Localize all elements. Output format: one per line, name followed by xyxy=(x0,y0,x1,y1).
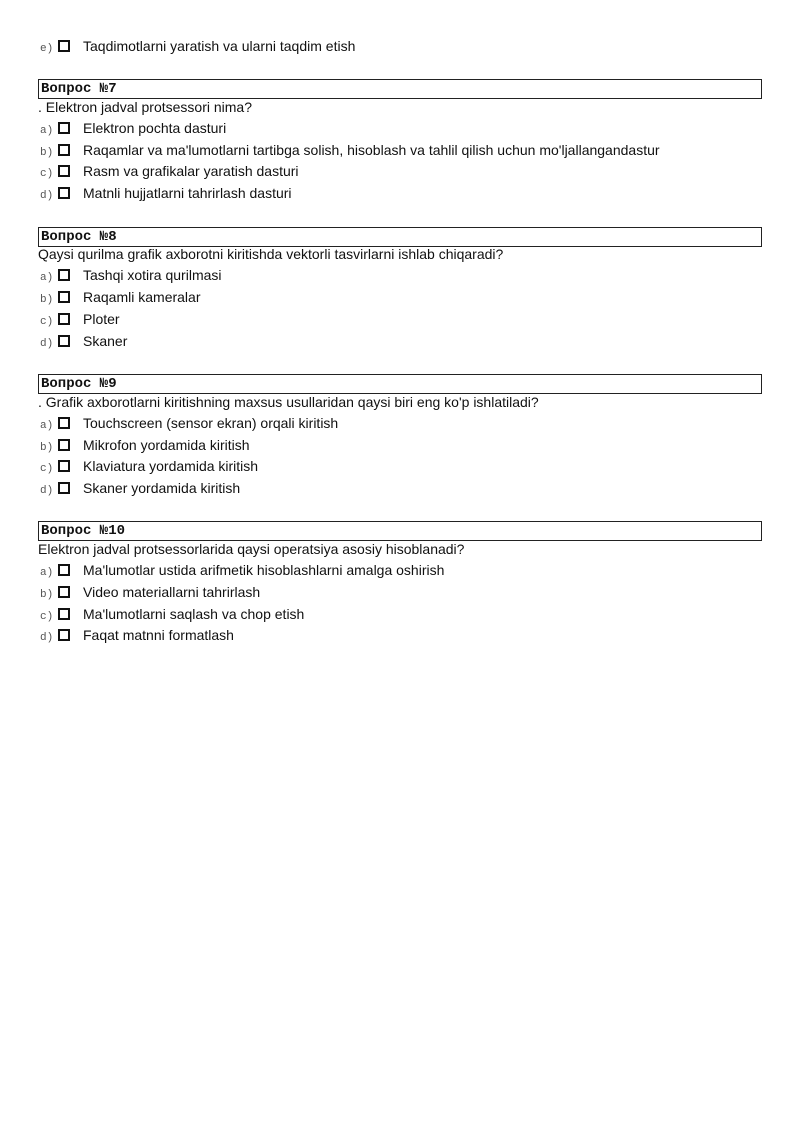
question-text: . Elektron jadval protsessori nima? xyxy=(38,99,252,115)
answer-text: Rasm va grafikalar yaratish dasturi xyxy=(83,163,299,179)
answer-text: Raqamli kameralar xyxy=(83,289,201,305)
checkbox[interactable] xyxy=(58,439,70,451)
checkbox[interactable] xyxy=(58,608,70,620)
checkbox[interactable] xyxy=(58,629,70,641)
answer-option-b[interactable] xyxy=(40,435,250,455)
checkbox[interactable] xyxy=(58,144,70,156)
answer-letter: d) xyxy=(40,337,54,350)
answer-letter: d) xyxy=(40,631,54,644)
answer-letter: c) xyxy=(40,315,54,328)
answer-letter: a) xyxy=(40,271,54,284)
answer-option-d[interactable] xyxy=(40,478,240,498)
answer-letter: e) xyxy=(40,42,54,55)
checkbox[interactable] xyxy=(58,564,70,576)
checkbox[interactable] xyxy=(58,165,70,177)
answer-text: Taqdimotlarni yaratish va ularni taqdim etish xyxy=(83,38,356,54)
question-text: . Grafik axborotlarni kiritishning maxsus usullaridan qaysi biri eng ko'p ishlatiladi? xyxy=(38,394,539,410)
answer-text: Raqamlar va ma'lumotlarni tartibga solish, hisoblash va tahlil qilish uchun mo'ljallangandastur xyxy=(83,142,660,158)
answer-option-d[interactable] xyxy=(40,183,292,203)
question-text: Elektron jadval protsessorlarida qaysi operatsiya asosiy hisoblanadi? xyxy=(38,541,465,557)
answer-option-a[interactable] xyxy=(40,118,226,138)
answer-option-b[interactable] xyxy=(40,140,660,160)
answer-option-e[interactable] xyxy=(40,36,355,56)
answer-text: Matnli hujjatlarni tahrirlash dasturi xyxy=(83,185,292,201)
answer-option-c[interactable] xyxy=(40,604,304,624)
answer-option-b[interactable] xyxy=(40,287,200,307)
answer-letter: b) xyxy=(40,588,54,601)
answer-option-a[interactable] xyxy=(40,265,222,285)
question-number: Вопрос №8 xyxy=(41,229,117,245)
answer-option-c[interactable] xyxy=(40,456,258,476)
checkbox[interactable] xyxy=(58,291,70,303)
checkbox[interactable] xyxy=(58,40,70,52)
answer-option-c[interactable] xyxy=(40,161,299,181)
answer-option-c[interactable] xyxy=(40,309,120,329)
answer-letter: a) xyxy=(40,124,54,137)
question-header xyxy=(38,374,762,394)
answer-text: Elektron pochta dasturi xyxy=(83,120,227,136)
answer-letter: c) xyxy=(40,167,54,180)
answer-option-a[interactable] xyxy=(40,560,444,580)
checkbox[interactable] xyxy=(58,187,70,199)
checkbox[interactable] xyxy=(58,460,70,472)
answer-text: Touchscreen (sensor ekran) orqali kiritish xyxy=(83,415,339,431)
checkbox[interactable] xyxy=(58,122,70,134)
question-number: Вопрос №10 xyxy=(41,523,126,539)
answer-option-a[interactable] xyxy=(40,413,338,433)
answer-text: Faqat matnni formatlash xyxy=(83,627,234,643)
answer-text: Video materiallarni tahrirlash xyxy=(83,584,261,600)
question-number: Вопрос №9 xyxy=(41,376,117,392)
answer-letter: a) xyxy=(40,566,54,579)
answer-text: Tashqi xotira qurilmasi xyxy=(83,267,222,283)
answer-text: Mikrofon yordamida kiritish xyxy=(83,437,250,453)
checkbox[interactable] xyxy=(58,586,70,598)
answer-letter: b) xyxy=(40,441,54,454)
question-text: Qaysi qurilma grafik axborotni kiritishda vektorli tasvirlarni ishlab chiqaradi? xyxy=(38,246,504,262)
answer-letter: a) xyxy=(40,419,54,432)
question-header xyxy=(38,227,762,247)
question-header xyxy=(38,79,762,99)
checkbox[interactable] xyxy=(58,335,70,347)
checkbox[interactable] xyxy=(58,417,70,429)
checkbox[interactable] xyxy=(58,482,70,494)
answer-letter: c) xyxy=(40,610,54,623)
answer-letter: d) xyxy=(40,189,54,202)
answer-text: Ma'lumotlarni saqlash va chop etish xyxy=(83,606,305,622)
answer-option-b[interactable] xyxy=(40,582,260,602)
answer-text: Klaviatura yordamida kiritish xyxy=(83,458,259,474)
answer-text: Ma'lumotlar ustida arifmetik hisoblashlarni amalga oshirish xyxy=(83,562,445,578)
question-number: Вопрос №7 xyxy=(41,81,117,97)
answer-text: Skaner xyxy=(83,333,128,349)
answer-option-d[interactable] xyxy=(40,625,234,645)
checkbox[interactable] xyxy=(58,313,70,325)
answer-letter: b) xyxy=(40,146,54,159)
answer-letter: c) xyxy=(40,462,54,475)
checkbox[interactable] xyxy=(58,269,70,281)
answer-letter: d) xyxy=(40,484,54,497)
answer-option-d[interactable] xyxy=(40,331,127,351)
answer-text: Skaner yordamida kiritish xyxy=(83,480,241,496)
question-header xyxy=(38,521,762,541)
answer-text: Ploter xyxy=(83,311,120,327)
answer-letter: b) xyxy=(40,293,54,306)
